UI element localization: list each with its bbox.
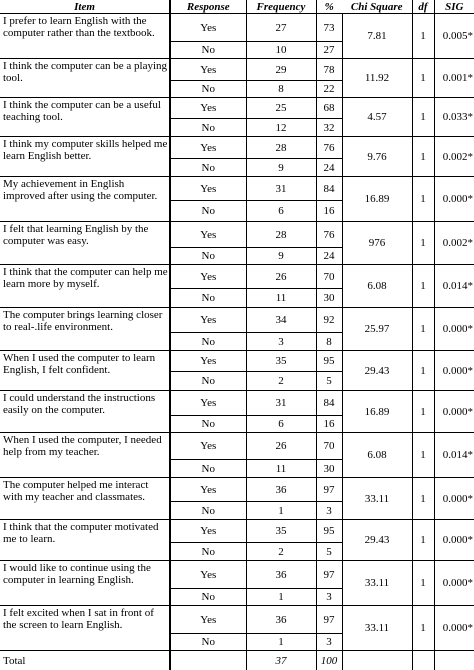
- item-text: When I used the computer to learn English, I felt confident.: [0, 351, 170, 391]
- sig-value: 0.014*: [434, 433, 474, 478]
- chi-square-value: 7.81: [342, 14, 412, 59]
- response-yes: Yes: [170, 14, 246, 42]
- sig-value: 0.033*: [434, 98, 474, 137]
- df-value: 1: [412, 391, 434, 433]
- percent-no: 30: [316, 460, 342, 478]
- chi-square-value: 33.11: [342, 606, 412, 651]
- chi-square-value: 976: [342, 222, 412, 265]
- sig-value: 0.000*: [434, 391, 474, 433]
- df-value: 1: [412, 520, 434, 561]
- frequency-no: 11: [246, 289, 316, 308]
- response-no: No: [170, 634, 246, 651]
- df-value: 1: [412, 478, 434, 520]
- frequency-no: 1: [246, 589, 316, 606]
- total-sig-empty: [434, 651, 474, 670]
- response-yes: Yes: [170, 98, 246, 119]
- item-text: I think that the computer can help me learn more by myself.: [0, 265, 170, 308]
- frequency-yes: 35: [246, 520, 316, 543]
- total-percent: 100: [316, 651, 342, 670]
- frequency-yes: 36: [246, 478, 316, 502]
- header-response: Response: [170, 0, 246, 14]
- sig-value: 0.000*: [434, 351, 474, 391]
- response-yes: Yes: [170, 478, 246, 502]
- table-row: [0, 391, 474, 416]
- table-row: [0, 222, 474, 248]
- frequency-no: 8: [246, 81, 316, 98]
- percent-no: 30: [316, 289, 342, 308]
- percent-no: 5: [316, 543, 342, 561]
- df-value: 1: [412, 177, 434, 222]
- chi-square-value: 6.08: [342, 433, 412, 478]
- response-yes: Yes: [170, 265, 246, 289]
- percent-no: 5: [316, 372, 342, 391]
- response-no: No: [170, 502, 246, 520]
- item-text: I think the computer can be a playing tool.: [0, 59, 170, 98]
- frequency-yes: 25: [246, 98, 316, 119]
- frequency-no: 11: [246, 460, 316, 478]
- df-value: 1: [412, 265, 434, 308]
- table-row: [0, 351, 474, 372]
- percent-yes: 97: [316, 478, 342, 502]
- sig-value: 0.001*: [434, 59, 474, 98]
- response-yes: Yes: [170, 308, 246, 333]
- chi-square-value: 16.89: [342, 391, 412, 433]
- percent-no: 3: [316, 502, 342, 520]
- frequency-yes: 34: [246, 308, 316, 333]
- chi-square-value: 25.97: [342, 308, 412, 351]
- header-percent: %: [316, 0, 342, 14]
- df-value: 1: [412, 98, 434, 137]
- table-row: [0, 98, 474, 119]
- frequency-yes: 28: [246, 137, 316, 159]
- frequency-yes: 36: [246, 561, 316, 589]
- item-text: I think that the computer motivated me to learn.: [0, 520, 170, 561]
- frequency-yes: 28: [246, 222, 316, 248]
- percent-yes: 70: [316, 433, 342, 460]
- percent-yes: 95: [316, 520, 342, 543]
- percent-yes: 68: [316, 98, 342, 119]
- table-row: [0, 177, 474, 201]
- frequency-yes: 31: [246, 177, 316, 201]
- total-chi-empty: [342, 651, 412, 670]
- item-text: I think the computer can be a useful teaching tool.: [0, 98, 170, 137]
- item-text: I felt that learning English by the computer was easy.: [0, 222, 170, 265]
- table-row: [0, 520, 474, 543]
- sig-value: 0.000*: [434, 478, 474, 520]
- percent-no: 16: [316, 416, 342, 433]
- chi-square-value: 29.43: [342, 520, 412, 561]
- total-frequency: 37: [246, 651, 316, 670]
- frequency-no: 9: [246, 159, 316, 177]
- frequency-no: 3: [246, 333, 316, 351]
- table-body: [0, 14, 474, 670]
- percent-yes: 73: [316, 14, 342, 42]
- percent-yes: 97: [316, 561, 342, 589]
- response-yes: Yes: [170, 520, 246, 543]
- item-text: I think my computer skills helped me learn English better.: [0, 137, 170, 177]
- response-no: No: [170, 248, 246, 265]
- frequency-no: 12: [246, 119, 316, 137]
- chi-square-value: 4.57: [342, 98, 412, 137]
- response-yes: Yes: [170, 222, 246, 248]
- table-row: [0, 308, 474, 333]
- df-value: 1: [412, 59, 434, 98]
- df-value: 1: [412, 222, 434, 265]
- percent-no: 24: [316, 248, 342, 265]
- chi-square-value: 33.11: [342, 478, 412, 520]
- response-no: No: [170, 81, 246, 98]
- percent-yes: 84: [316, 391, 342, 416]
- table-row: [0, 59, 474, 81]
- item-text: When I used the computer, I needed help from my teacher.: [0, 433, 170, 478]
- df-value: 1: [412, 606, 434, 651]
- item-text: My achievement in English improved after using the computer.: [0, 177, 170, 222]
- response-no: No: [170, 289, 246, 308]
- frequency-yes: 26: [246, 433, 316, 460]
- frequency-no: 1: [246, 634, 316, 651]
- response-yes: Yes: [170, 59, 246, 81]
- frequency-yes: 31: [246, 391, 316, 416]
- response-yes: Yes: [170, 561, 246, 589]
- table-row: [0, 433, 474, 460]
- percent-yes: 78: [316, 59, 342, 81]
- percent-yes: 97: [316, 606, 342, 634]
- response-no: No: [170, 119, 246, 137]
- chi-square-value: 16.89: [342, 177, 412, 222]
- sig-value: 0.005*: [434, 14, 474, 59]
- sig-value: 0.002*: [434, 222, 474, 265]
- frequency-no: 10: [246, 42, 316, 59]
- response-no: No: [170, 333, 246, 351]
- chi-square-value: 29.43: [342, 351, 412, 391]
- frequency-no: 9: [246, 248, 316, 265]
- item-text: I would like to continue using the computer in learning English.: [0, 561, 170, 606]
- df-value: 1: [412, 14, 434, 59]
- header-frequency: Frequency: [246, 0, 316, 14]
- total-response-empty: [170, 651, 246, 670]
- chi-square-value: 9.76: [342, 137, 412, 177]
- percent-yes: 76: [316, 222, 342, 248]
- frequency-yes: 26: [246, 265, 316, 289]
- frequency-no: 2: [246, 543, 316, 561]
- frequency-yes: 36: [246, 606, 316, 634]
- df-value: 1: [412, 351, 434, 391]
- chi-square-value: 33.11: [342, 561, 412, 606]
- response-no: No: [170, 42, 246, 59]
- frequency-no: 1: [246, 502, 316, 520]
- response-no: No: [170, 416, 246, 433]
- sig-value: 0.014*: [434, 265, 474, 308]
- percent-no: 8: [316, 333, 342, 351]
- response-yes: Yes: [170, 433, 246, 460]
- table-row: [0, 14, 474, 42]
- item-text: The computer helped me interact with my teacher and classmates.: [0, 478, 170, 520]
- response-no: No: [170, 372, 246, 391]
- header-sig: SIG: [434, 0, 474, 14]
- item-text: I felt excited when I sat in front of the screen to learn English.: [0, 606, 170, 651]
- response-yes: Yes: [170, 606, 246, 634]
- response-no: No: [170, 589, 246, 606]
- response-no: No: [170, 460, 246, 478]
- percent-yes: 76: [316, 137, 342, 159]
- percent-yes: 84: [316, 177, 342, 201]
- sig-value: 0.000*: [434, 520, 474, 561]
- chi-square-value: 6.08: [342, 265, 412, 308]
- total-df-empty: [412, 651, 434, 670]
- frequency-no: 6: [246, 416, 316, 433]
- percent-yes: 92: [316, 308, 342, 333]
- percent-no: 27: [316, 42, 342, 59]
- response-no: No: [170, 201, 246, 222]
- percent-no: 24: [316, 159, 342, 177]
- item-text: I could understand the instructions easily on the computer.: [0, 391, 170, 433]
- response-no: No: [170, 159, 246, 177]
- response-yes: Yes: [170, 391, 246, 416]
- item-text: The computer brings learning closer to real-.life environment.: [0, 308, 170, 351]
- header-chi-square: Chi Square: [342, 0, 412, 14]
- header-df: df: [412, 0, 434, 14]
- header-item: Item: [0, 0, 170, 14]
- frequency-no: 6: [246, 201, 316, 222]
- response-yes: Yes: [170, 137, 246, 159]
- response-yes: Yes: [170, 351, 246, 372]
- percent-yes: 95: [316, 351, 342, 372]
- df-value: 1: [412, 308, 434, 351]
- frequency-yes: 29: [246, 59, 316, 81]
- percent-no: 3: [316, 634, 342, 651]
- percent-yes: 70: [316, 265, 342, 289]
- percent-no: 22: [316, 81, 342, 98]
- percent-no: 3: [316, 589, 342, 606]
- sig-value: 0.002*: [434, 137, 474, 177]
- response-yes: Yes: [170, 177, 246, 201]
- df-value: 1: [412, 433, 434, 478]
- chi-square-value: 11.92: [342, 59, 412, 98]
- item-text: I prefer to learn English with the computer rather than the textbook.: [0, 14, 170, 59]
- total-row: [0, 651, 474, 670]
- table-row: [0, 265, 474, 289]
- table-row: [0, 137, 474, 159]
- percent-no: 32: [316, 119, 342, 137]
- frequency-yes: 35: [246, 351, 316, 372]
- header-row: [0, 0, 474, 14]
- frequency-yes: 27: [246, 14, 316, 42]
- response-no: No: [170, 543, 246, 561]
- table-row: [0, 561, 474, 589]
- sig-value: 0.000*: [434, 561, 474, 606]
- sig-value: 0.000*: [434, 177, 474, 222]
- df-value: 1: [412, 137, 434, 177]
- total-label: Total: [0, 651, 170, 670]
- sig-value: 0.000*: [434, 606, 474, 651]
- percent-no: 16: [316, 201, 342, 222]
- sig-value: 0.000*: [434, 308, 474, 351]
- frequency-no: 2: [246, 372, 316, 391]
- df-value: 1: [412, 561, 434, 606]
- table-row: [0, 478, 474, 502]
